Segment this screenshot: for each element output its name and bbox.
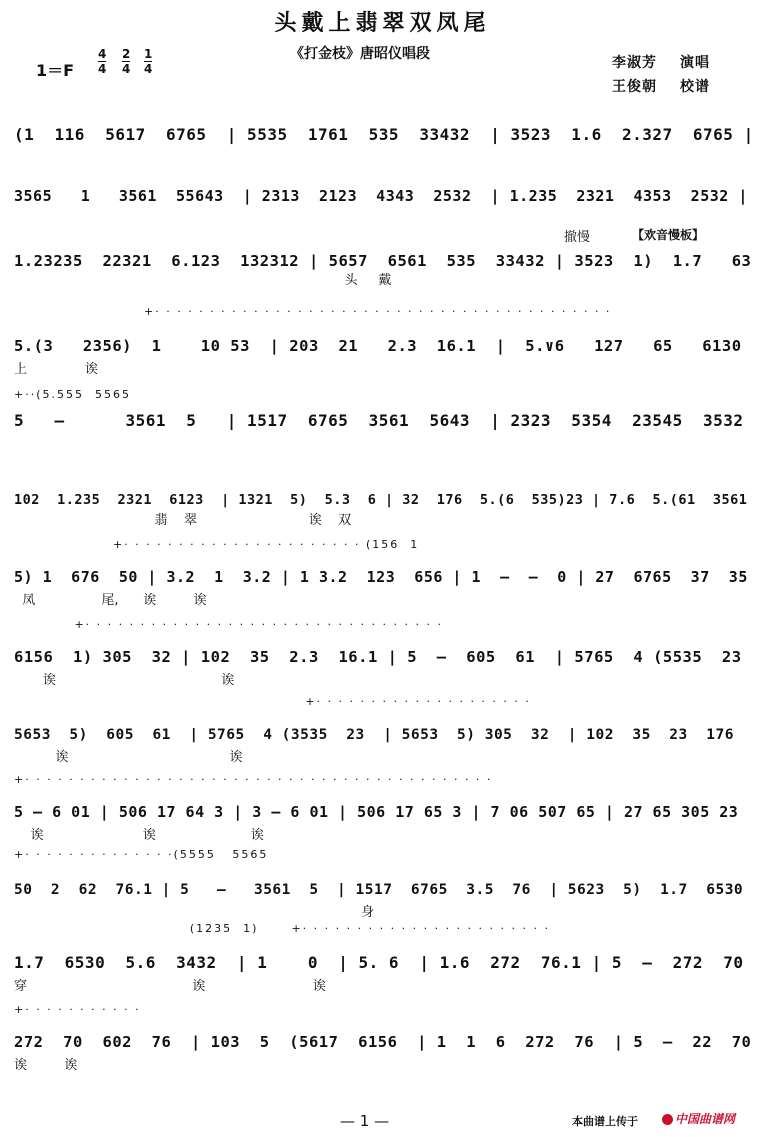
notation-line-1 — [14, 102, 754, 162]
lyrics: 上 诶 — [14, 362, 98, 377]
dotted-phrase-mark: +· · · · · · · · · · · · · · · · · · · · · · · · · · · · · · · · · · · · · · · · · · — [144, 305, 612, 318]
logo-icon — [662, 1114, 673, 1125]
time-signature-1 — [98, 48, 106, 75]
notation-line-2 — [14, 163, 754, 223]
notes: 5) 1 676 50 | 3.2 1 3.2 | 1 3.2 123 656 | 1 — — 0 | 27 6765 37 35 — [14, 568, 748, 586]
singer-name: 李淑芳 — [612, 55, 657, 71]
lyrics: 翡 翠 诶 双 — [14, 513, 352, 528]
notes: 5.(3 2356) 1 10 53 | 203 21 2.3 16.1 | 5.∨6 127 65 6130 — [14, 337, 742, 355]
tempo-slow: 撤慢 — [564, 230, 591, 245]
meter-den: 4 — [144, 62, 153, 76]
editor-name: 王俊朝 — [612, 79, 657, 95]
meter-den: 4 — [98, 62, 107, 76]
notation-line-11 — [14, 848, 754, 920]
page-number: — 1 — — [340, 1112, 390, 1130]
notes: 3565 1 3561 55643 | 2313 2123 4343 2532 | 1.235 2321 4353 2532 | — [14, 187, 748, 205]
time-signature-3 — [144, 48, 152, 75]
meter-den: 4 — [122, 62, 131, 76]
upload-note: 本曲谱上传于 — [572, 1115, 638, 1128]
lyrics: 诶 诶 诶 — [14, 828, 264, 843]
site-name: 中国曲谱网 — [675, 1112, 736, 1126]
dotted-phrase-mark: +· · · · · · · · · · · · · · · · · · · · — [14, 695, 531, 708]
notation-line-4 — [14, 305, 754, 377]
notes: 50 2 62 76.1 | 5 — 3561 5 | 1517 6765 3.5 76 | 5623 5) 1.7 6530 — [14, 882, 744, 898]
lyrics: 穿 诶 诶 — [14, 979, 326, 994]
notation-line-3 — [14, 228, 754, 288]
notation-line-10 — [14, 773, 754, 843]
dotted-phrase-mark: +··(5.555 5565 — [14, 388, 131, 401]
song-title: 头戴上翡翠双凤尾 — [274, 10, 491, 36]
lyrics: 诶 诶 — [14, 750, 243, 765]
notes: 1.7 6530 5.6 3432 | 1 0 | 5. 6 | 1.6 272 76.1 | 5 — 272 70 — [14, 953, 744, 972]
lyrics: 诶 诶 — [14, 1058, 78, 1073]
notation-line-6 — [14, 468, 754, 528]
dotted-phrase-mark: +· · · · · · · · · · · · · · · · · · · · · · · · · · · · · · · · · · · · · · · · · · · — [14, 773, 493, 786]
lyrics: 凤 尾, 诶 诶 — [14, 593, 207, 608]
notation-line-13 — [14, 1003, 754, 1073]
notes: 1.23235 22321 6.123 132312 | 5657 6561 535 33432 | 3523 1) 1.7 63 — [14, 252, 752, 270]
notation-line-7 — [14, 538, 754, 608]
notes: 5 — 6 01 | 506 17 64 3 | 3 — 6 01 | 506 17 65 3 | 7 06 507 65 | 27 65 305 23 — [14, 803, 739, 821]
key-signature: 1＝F — [36, 61, 75, 80]
dotted-phrase-mark: +· · · · · · · · · · · · · · · · · · · · · · · · · · · · · · · · · — [14, 618, 443, 631]
notation-line-8 — [14, 618, 754, 688]
notation-line-5 — [14, 388, 754, 448]
notes: 6156 1) 305 32 | 102 35 2.3 16.1 | 5 — 605 61 | 5765 4 (5535 23 — [14, 648, 742, 666]
notes: 102 1.235 2321 6123 | 1321 5) 5.3 6 | 32 176 5.(6 535)23 | 7.6 5.(61 3561 — [14, 492, 748, 508]
lyrics: 头 戴 — [14, 273, 392, 288]
notes: (1 116 5617 6765 | 5535 1761 535 33432 | 3523 1.6 2.327 6765 | — [14, 125, 754, 144]
meter-num: 2 — [122, 47, 131, 61]
dotted-phrase-mark: (1235 1) +· · · · · · · · · · · · · · · · · · · · · · · — [14, 922, 551, 935]
time-signature-2 — [122, 48, 130, 75]
site-logo — [662, 1110, 735, 1127]
notation-line-9 — [14, 695, 754, 765]
notes: 5653 5) 605 61 | 5765 4 (3535 23 | 5653 5) 305 32 | 102 35 23 176 — [14, 727, 734, 743]
dotted-phrase-mark: +· · · · · · · · · · · · · · · · · · · · · · (156 1 — [14, 538, 420, 551]
dotted-phrase-mark: +· · · · · · · · · · · — [14, 1003, 141, 1016]
notes: 5 — 3561 5 | 1517 6765 3561 5643 | 2323 5354 23545 3532 — [14, 411, 744, 430]
meter-num: 4 — [98, 47, 107, 61]
lyrics: 诶 诶 — [14, 673, 235, 688]
singer-role: 演唱 — [680, 55, 710, 71]
meter-num: 1 — [144, 47, 153, 61]
lyrics: 身 — [14, 905, 375, 920]
subtitle: 《打金枝》唐昭仪唱段 — [290, 46, 430, 62]
editor-role: 校谱 — [680, 79, 710, 95]
notation-line-12 — [14, 922, 754, 994]
dotted-phrase-mark: +· · · · · · · · · · · · · ·(5555 5565 — [14, 848, 269, 861]
tempo-section: 【欢音慢板】 — [632, 228, 705, 242]
notes: 272 70 602 76 | 103 5 (5617 6156 | 1 1 6 272 76 | 5 — 22 70 — [14, 1033, 752, 1051]
